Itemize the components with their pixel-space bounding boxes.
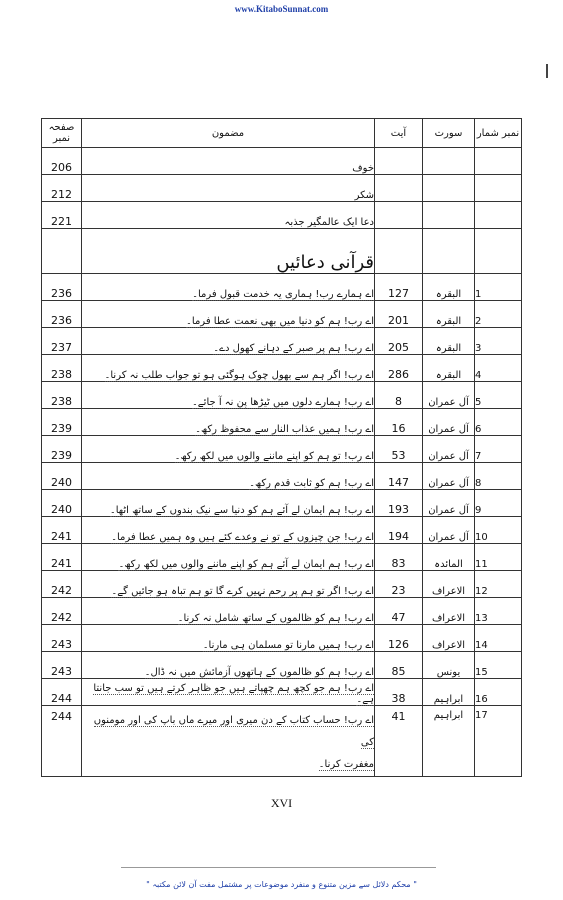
page-cell: 236 xyxy=(42,301,82,328)
subject-cell xyxy=(82,625,375,652)
serial-cell: 1 xyxy=(475,274,522,301)
ayat-cell: 127 xyxy=(375,274,423,301)
page-cell: 243 xyxy=(42,652,82,679)
subject-cell xyxy=(82,517,375,544)
ayat-cell: 126 xyxy=(375,625,423,652)
ayat-cell: 286 xyxy=(375,355,423,382)
surah-cell: آل عمران xyxy=(423,382,475,409)
header-subject: مضمون xyxy=(82,119,375,148)
subject-cell: دعا ایک عالمگیر جذبہ xyxy=(82,202,375,229)
surah-cell: آل عمران xyxy=(423,517,475,544)
table-row xyxy=(42,544,522,571)
ayat-cell: 85 xyxy=(375,652,423,679)
page-cell: 237 xyxy=(42,328,82,355)
subject-text: اے رب! ہمیں مارنا تو مسلمان ہی مارنا۔ xyxy=(202,640,374,651)
page-cell: 212 xyxy=(42,175,82,202)
subject-cell xyxy=(82,706,375,777)
ayat-cell: 23 xyxy=(375,571,423,598)
subject-text: اے رب! اگر تو ہم پر رحم نہیں کرے گا تو ہم تباہ ہو جائیں گے۔ xyxy=(111,586,374,597)
section-title-cell xyxy=(82,229,375,274)
ayat-cell: 205 xyxy=(375,328,423,355)
serial-cell: 17 xyxy=(475,706,522,777)
serial-cell xyxy=(475,175,522,202)
ayat-cell: 147 xyxy=(375,463,423,490)
subject-cell: شکر xyxy=(82,175,375,202)
serial-cell: 2 xyxy=(475,301,522,328)
subject-cell xyxy=(82,490,375,517)
serial-cell: 7 xyxy=(475,436,522,463)
table-row xyxy=(42,625,522,652)
surah-cell: آل عمران xyxy=(423,490,475,517)
page-number: XVI xyxy=(270,796,293,810)
subject-text: اے رب! ہمیں عذاب النار سے محفوظ رکھ۔ xyxy=(195,424,374,435)
serial-cell: 15 xyxy=(475,652,522,679)
serial-cell: 13 xyxy=(475,598,522,625)
serial-cell xyxy=(475,229,522,274)
page-cell: 206 xyxy=(42,148,82,175)
table-row xyxy=(42,355,522,382)
site-url[interactable]: www.KitaboSunnat.com xyxy=(234,4,329,14)
page-cell: 240 xyxy=(42,490,82,517)
surah-cell: آل عمران xyxy=(423,463,475,490)
contents-table xyxy=(41,118,522,777)
subject-text: اے رب! تو ہم کو اپنے ماننے والوں میں لکھ رکھ۔ xyxy=(174,451,374,462)
ayat-cell xyxy=(375,148,423,175)
subject-text: اے رب! ہم ایمان لے آئے ہم کو اپنے ماننے والوں میں لکھ رکھ۔ xyxy=(118,559,374,570)
surah-cell: الاعراف xyxy=(423,598,475,625)
subject-cell xyxy=(82,652,375,679)
serial-cell: 3 xyxy=(475,328,522,355)
serial-cell: 6 xyxy=(475,409,522,436)
ayat-cell: 41 xyxy=(375,706,423,777)
subject-cell xyxy=(82,382,375,409)
subject-text-line1: اے رب! حساب کتاب کے دن میری اور میرے ماں باپ کی اور مومنوں کی xyxy=(93,715,374,748)
table-row xyxy=(42,571,522,598)
footer-divider xyxy=(121,867,436,868)
table-row xyxy=(42,463,522,490)
surah-cell: ابراہیم xyxy=(423,706,475,777)
serial-cell: 8 xyxy=(475,463,522,490)
section-row xyxy=(42,229,522,274)
surah-cell: البقرہ xyxy=(423,301,475,328)
page-cell: 242 xyxy=(42,571,82,598)
ayat-cell xyxy=(375,175,423,202)
page-cell: 243 xyxy=(42,625,82,652)
table-row xyxy=(42,382,522,409)
table-row xyxy=(42,328,522,355)
table-row xyxy=(42,490,522,517)
table-row xyxy=(42,274,522,301)
serial-cell: 4 xyxy=(475,355,522,382)
subject-cell: خوف xyxy=(82,148,375,175)
subject-cell xyxy=(82,436,375,463)
header-page: صفحہ نمبر xyxy=(42,119,82,148)
page-cell: 239 xyxy=(42,436,82,463)
serial-cell xyxy=(475,148,522,175)
surah-cell: ابراہیم xyxy=(423,679,475,706)
subject-text: اے رب! ہم کو دنیا میں بھی نعمت عطا فرما۔ xyxy=(186,316,374,327)
subject-text: اے رب! ہم کو ثابت قدم رکھ۔ xyxy=(249,478,374,489)
page-cell: 238 xyxy=(42,355,82,382)
subject-cell xyxy=(82,463,375,490)
surah-cell: المائدہ xyxy=(423,544,475,571)
surah-cell: آل عمران xyxy=(423,436,475,463)
subject-cell xyxy=(82,679,375,706)
table-row xyxy=(42,409,522,436)
subject-text: اے رب! ہم کو ظالموں کے ہاتھوں آزمائش میں نہ ڈال۔ xyxy=(144,667,374,678)
ayat-cell xyxy=(375,229,423,274)
table-row xyxy=(42,436,522,463)
serial-cell: 14 xyxy=(475,625,522,652)
section-title: قرآنی دعائیں xyxy=(276,252,374,273)
subject-cell xyxy=(82,355,375,382)
subject-cell xyxy=(82,274,375,301)
ayat-cell: 194 xyxy=(375,517,423,544)
margin-mark xyxy=(546,64,548,78)
page-cell: 244 xyxy=(42,679,82,706)
table-body xyxy=(42,148,522,777)
table-row xyxy=(42,679,522,706)
ayat-cell xyxy=(375,202,423,229)
subject-text: اے رب! اگر ہم سے بھول چوک ہوگئی ہو تو جواب طلب نہ کرنا۔ xyxy=(104,370,374,381)
ayat-cell: 38 xyxy=(375,679,423,706)
ayat-cell: 201 xyxy=(375,301,423,328)
ayat-cell: 53 xyxy=(375,436,423,463)
subject-text: اے ہمارے رب! ہماری یہ خدمت قبول فرما۔ xyxy=(192,289,374,300)
subject-cell xyxy=(82,301,375,328)
subject-cell xyxy=(82,598,375,625)
subject-cell xyxy=(82,328,375,355)
subject-text: اے رب! ہم پر صبر کے دہانے کھول دے۔ xyxy=(213,343,374,354)
surah-cell: الاعراف xyxy=(423,625,475,652)
serial-cell: 16 xyxy=(475,679,522,706)
surah-cell xyxy=(423,229,475,274)
page-cell: 221 xyxy=(42,202,82,229)
page-cell: 244 xyxy=(42,706,82,777)
page-cell: 241 xyxy=(42,517,82,544)
surah-cell: البقرہ xyxy=(423,328,475,355)
page-cell: 242 xyxy=(42,598,82,625)
table-row xyxy=(42,517,522,544)
subject-cell xyxy=(82,544,375,571)
surah-cell: یونس xyxy=(423,652,475,679)
surah-cell xyxy=(423,148,475,175)
page-cell xyxy=(42,229,82,274)
subject-cell xyxy=(82,571,375,598)
serial-cell: 12 xyxy=(475,571,522,598)
surah-cell xyxy=(423,202,475,229)
subject-text: اے رب! ہمارے دلوں میں ٹیڑھا پن نہ آ جائے۔ xyxy=(191,397,374,408)
serial-cell xyxy=(475,202,522,229)
table-row xyxy=(42,175,522,202)
surah-cell: البقرہ xyxy=(423,274,475,301)
ayat-cell: 83 xyxy=(375,544,423,571)
page-cell: 240 xyxy=(42,463,82,490)
serial-cell: 10 xyxy=(475,517,522,544)
table-row xyxy=(42,202,522,229)
surah-cell: البقرہ xyxy=(423,355,475,382)
subject-text: اے رب! جن چیزوں کے تو نے وعدے کئے ہیں وہ ہمیں عطا فرما۔ xyxy=(111,532,374,543)
header-ayat: آیت xyxy=(375,119,423,148)
table-row xyxy=(42,598,522,625)
ayat-cell: 8 xyxy=(375,382,423,409)
table-row xyxy=(42,652,522,679)
page-cell: 241 xyxy=(42,544,82,571)
subject-text: اے رب! ہم ایمان لے آئے ہم کو دنیا سے نیک بندوں کے ساتھ اٹھا۔ xyxy=(109,505,374,516)
table-row xyxy=(42,301,522,328)
surah-cell: آل عمران xyxy=(423,409,475,436)
serial-cell: 5 xyxy=(475,382,522,409)
page-cell: 238 xyxy=(42,382,82,409)
header-serial: نمبر شمار xyxy=(475,119,522,148)
table-header-row xyxy=(42,119,522,148)
surah-cell: الاعراف xyxy=(423,571,475,598)
footer-tagline: " محکم دلائل سے مزین متنوع و منفرد موضوعات پر مشتمل مفت آن لائن مکتبہ " xyxy=(146,880,417,889)
page-cell: 239 xyxy=(42,409,82,436)
ayat-cell: 47 xyxy=(375,598,423,625)
subject-text: اے رب! ہم جو کچھ ہم چھپاتے ہیں جو ظاہر کرتے ہیں تو سب جانتا ہے۔ xyxy=(93,683,374,705)
subject-text-line2: مغفرت کرنا۔ xyxy=(318,759,374,770)
serial-cell: 9 xyxy=(475,490,522,517)
surah-cell xyxy=(423,175,475,202)
header-surah: سورت xyxy=(423,119,475,148)
subject-cell xyxy=(82,409,375,436)
ayat-cell: 193 xyxy=(375,490,423,517)
serial-cell: 11 xyxy=(475,544,522,571)
subject-text: اے رب! ہم کو ظالموں کے ساتھ شامل نہ کرنا۔ xyxy=(177,613,374,624)
ayat-cell: 16 xyxy=(375,409,423,436)
table-row xyxy=(42,706,522,777)
page-cell: 236 xyxy=(42,274,82,301)
table-row xyxy=(42,148,522,175)
